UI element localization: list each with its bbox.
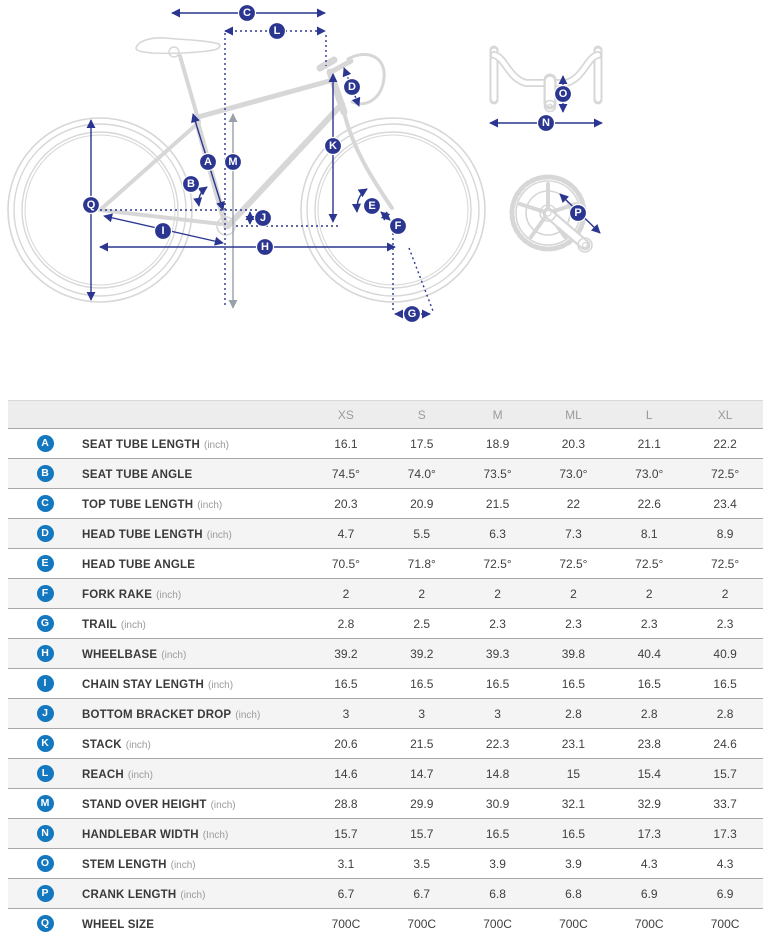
- diagram-label-c: [239, 5, 256, 22]
- saddle: [136, 38, 220, 57]
- row-label: TOP TUBE LENGTH: [82, 498, 194, 511]
- row-label-cell: [82, 585, 308, 603]
- bike-outline: [8, 38, 485, 302]
- row-badge-cell: [8, 705, 82, 722]
- value-cell: 2.3: [716, 616, 734, 631]
- value-cell: 16.5: [485, 676, 510, 691]
- value-cell: 72.5°: [483, 556, 512, 571]
- value-cell: 74.0°: [407, 466, 436, 481]
- table-row: [8, 608, 763, 638]
- row-label: STEM LENGTH: [82, 858, 167, 871]
- row-label: WHEELBASE: [82, 648, 158, 661]
- value-cell: 700C: [559, 916, 588, 931]
- value-cell: 4.3: [640, 856, 658, 871]
- diagram-label-j: [255, 210, 272, 227]
- value-cell: 32.1: [561, 796, 586, 811]
- value-cell: 20.9: [410, 496, 434, 511]
- row-unit: (inch): [206, 529, 232, 541]
- row-badge-cell: [8, 675, 82, 692]
- value-cell: 3.9: [489, 856, 506, 871]
- row-label: HEAD TUBE LENGTH: [82, 528, 203, 541]
- geometry-table-body: [8, 428, 763, 938]
- value-cell: 2.3: [565, 616, 582, 631]
- value-cell: 32.9: [637, 796, 661, 811]
- value-cell: 30.9: [485, 796, 510, 811]
- table-row: [8, 428, 763, 458]
- row-unit: (inch): [120, 619, 146, 631]
- row-label: CHAIN STAY LENGTH: [82, 678, 205, 691]
- svg-text:C: C: [243, 7, 251, 19]
- diagram-label-i: [155, 223, 172, 240]
- diagram-label-q: [83, 197, 100, 214]
- row-label-cell: [82, 465, 308, 483]
- bike-geometry-diagram: [0, 0, 769, 396]
- value-cell: 3.9: [565, 856, 582, 871]
- row-letter-badge: M: [37, 795, 54, 812]
- value-cell: 3.5: [413, 856, 431, 871]
- value-cell: 6.9: [640, 886, 658, 901]
- row-unit: (inch): [208, 679, 234, 691]
- row-label-cell: [82, 855, 308, 873]
- value-cell: 20.3: [561, 436, 586, 451]
- value-cell: 2: [570, 586, 577, 601]
- row-letter-badge: D: [37, 525, 54, 542]
- value-cell: 5.5: [413, 526, 431, 541]
- row-letter-badge: Q: [37, 915, 54, 932]
- row-unit: (Inch): [202, 829, 229, 841]
- row-label: SEAT TUBE LENGTH: [82, 438, 200, 451]
- size-header-row: [8, 400, 763, 428]
- table-row: [8, 848, 763, 878]
- diagram-label-g: [404, 306, 421, 323]
- value-cell: 16.5: [485, 826, 510, 841]
- value-cell: 40.4: [637, 646, 661, 661]
- value-cell: 700C: [331, 916, 361, 931]
- value-cell: 4.3: [716, 856, 734, 871]
- svg-text:J: J: [259, 212, 267, 224]
- value-cell: 2.5: [413, 616, 431, 631]
- row-letter-badge: I: [37, 675, 54, 692]
- row-letter-badge: G: [37, 615, 54, 632]
- row-label: STAND OVER HEIGHT: [82, 798, 207, 811]
- value-cell: 40.9: [713, 646, 737, 661]
- value-cell: 15.7: [334, 826, 358, 841]
- value-cell: 39.8: [561, 646, 586, 661]
- value-cell: 14.7: [410, 766, 434, 781]
- svg-text:E: E: [368, 200, 376, 212]
- value-cell: 3: [342, 706, 350, 721]
- svg-text:P: P: [574, 207, 582, 219]
- svg-text:D: D: [348, 81, 356, 93]
- row-letter-badge: N: [37, 825, 54, 842]
- value-cell: 23.1: [561, 736, 586, 751]
- value-cell: 2: [721, 586, 729, 601]
- dim-fork-rake-f: [381, 212, 390, 220]
- table-row: [8, 458, 763, 488]
- row-badge-cell: [8, 885, 82, 902]
- row-letter-badge: H: [37, 645, 54, 662]
- value-cell: 3: [418, 706, 426, 721]
- value-cell: 22.2: [713, 436, 737, 451]
- svg-text:G: G: [407, 308, 417, 320]
- value-cell: 700C: [483, 916, 512, 931]
- value-cell: 3.1: [337, 856, 355, 871]
- value-cell: 2: [342, 586, 350, 601]
- row-badge-cell: [8, 795, 82, 812]
- value-cell: 71.8°: [407, 556, 436, 571]
- value-cell: 17.3: [713, 826, 737, 841]
- svg-text:B: B: [187, 178, 195, 190]
- diagram-label-h: [257, 239, 274, 256]
- row-label: HANDLEBAR WIDTH: [82, 828, 199, 841]
- row-label-cell: [82, 795, 308, 813]
- value-cell: 21.5: [410, 736, 434, 751]
- row-unit: (inch): [197, 499, 223, 511]
- row-badge-cell: [8, 915, 82, 932]
- value-cell: 39.3: [485, 646, 510, 661]
- row-unit: (inch): [127, 769, 153, 781]
- value-cell: 23.4: [713, 496, 737, 511]
- value-cell: 23.8: [637, 736, 661, 751]
- handlebar-front-view: [490, 50, 602, 123]
- dim-seat-angle-b: [199, 187, 207, 206]
- value-cell: 21.5: [485, 496, 510, 511]
- size-column-header: M: [492, 407, 503, 422]
- row-badge-cell: [8, 735, 82, 752]
- row-letter-badge: O: [37, 855, 54, 872]
- value-cell: 14.8: [485, 766, 510, 781]
- row-label-cell: [82, 555, 308, 573]
- diagram-label-m: [225, 154, 242, 171]
- diagram-label-d: [344, 79, 361, 96]
- row-label-cell: [82, 765, 308, 783]
- row-label-cell: [82, 735, 308, 753]
- row-label-cell: [82, 435, 308, 453]
- value-cell: 22.3: [485, 736, 510, 751]
- svg-text:K: K: [329, 140, 337, 152]
- row-label: BOTTOM BRACKET DROP: [82, 708, 232, 721]
- value-cell: 700C: [710, 916, 740, 931]
- row-unit: (inch): [204, 439, 230, 451]
- row-label: HEAD TUBE ANGLE: [82, 558, 196, 571]
- svg-text:N: N: [542, 117, 550, 129]
- svg-text:Q: Q: [86, 199, 96, 211]
- table-row: [8, 668, 763, 698]
- value-cell: 21.1: [637, 436, 661, 451]
- row-badge-cell: [8, 495, 82, 512]
- row-label-cell: [82, 675, 308, 693]
- row-letter-badge: F: [37, 585, 54, 602]
- size-column-header: S: [417, 407, 426, 422]
- value-cell: 2: [645, 586, 653, 601]
- value-cell: 73.0°: [559, 466, 588, 481]
- value-cell: 15: [566, 766, 581, 781]
- value-cell: 2: [418, 586, 426, 601]
- value-cell: 6.7: [413, 886, 431, 901]
- value-cell: 16.1: [334, 436, 358, 451]
- value-cell: 74.5°: [331, 466, 360, 481]
- row-unit: (inch): [235, 709, 261, 721]
- row-label: REACH: [82, 768, 124, 781]
- geometry-table: [8, 400, 763, 938]
- table-row: [8, 758, 763, 788]
- value-cell: 700C: [407, 916, 437, 931]
- row-unit: (inch): [125, 739, 151, 751]
- value-cell: 2.8: [337, 616, 355, 631]
- table-row: [8, 548, 763, 578]
- value-cell: 16.5: [561, 676, 586, 691]
- row-label-cell: [82, 825, 308, 843]
- value-cell: 2.8: [565, 706, 582, 721]
- value-cell: 72.5°: [711, 556, 740, 571]
- row-letter-badge: J: [37, 705, 54, 722]
- row-label-cell: [82, 705, 308, 723]
- diagram-label-e: [364, 198, 381, 215]
- row-unit: (inch): [161, 649, 187, 661]
- row-letter-badge: P: [37, 885, 54, 902]
- value-cell: 16.5: [561, 826, 586, 841]
- row-label-cell: [82, 645, 308, 663]
- value-cell: 2.3: [489, 616, 506, 631]
- row-letter-badge: B: [37, 465, 54, 482]
- value-cell: 2.3: [640, 616, 658, 631]
- row-badge-cell: [8, 645, 82, 662]
- value-cell: 73.0°: [635, 466, 664, 481]
- size-column-header: XS: [337, 407, 354, 422]
- value-cell: 7.3: [565, 526, 582, 541]
- value-cell: 28.8: [334, 796, 358, 811]
- row-badge-cell: [8, 855, 82, 872]
- value-cell: 8.1: [640, 526, 658, 541]
- value-cell: 18.9: [485, 436, 510, 451]
- diagram-label-l: [269, 23, 286, 40]
- value-cell: 22: [566, 496, 581, 511]
- diagram-label-p: [570, 205, 587, 222]
- table-row: [8, 578, 763, 608]
- svg-text:F: F: [394, 220, 402, 232]
- svg-text:A: A: [204, 156, 212, 168]
- row-label: STACK: [82, 738, 122, 751]
- size-column-header: L: [645, 407, 653, 422]
- value-cell: 2.8: [716, 706, 734, 721]
- value-cell: 6.8: [565, 886, 582, 901]
- row-letter-badge: K: [37, 735, 54, 752]
- row-label: FORK RAKE: [82, 588, 153, 601]
- value-cell: 33.7: [713, 796, 737, 811]
- size-column-header: XL: [717, 407, 733, 422]
- value-cell: 15.7: [713, 766, 737, 781]
- row-label: SEAT TUBE ANGLE: [82, 468, 193, 481]
- value-cell: 3: [494, 706, 501, 721]
- svg-text:M: M: [228, 156, 238, 168]
- row-label-cell: [82, 525, 308, 543]
- value-cell: 14.6: [334, 766, 358, 781]
- value-cell: 29.9: [410, 796, 434, 811]
- row-badge-cell: [8, 435, 82, 452]
- diagram-label-f: [390, 218, 407, 235]
- table-row: [8, 728, 763, 758]
- value-cell: 16.5: [637, 676, 661, 691]
- row-label: TRAIL: [82, 618, 117, 631]
- value-cell: 2.8: [640, 706, 658, 721]
- value-cell: 15.7: [410, 826, 434, 841]
- diagram-label-n: [538, 115, 555, 132]
- table-row: [8, 788, 763, 818]
- value-cell: 15.4: [637, 766, 661, 781]
- row-badge-cell: [8, 555, 82, 572]
- row-label-cell: [82, 915, 308, 933]
- value-cell: 6.8: [489, 886, 506, 901]
- value-cell: 16.5: [334, 676, 358, 691]
- value-cell: 22.6: [637, 496, 661, 511]
- value-cell: 16.5: [713, 676, 737, 691]
- row-letter-badge: C: [37, 495, 54, 512]
- svg-text:H: H: [261, 241, 269, 253]
- value-cell: 17.3: [637, 826, 661, 841]
- row-badge-cell: [8, 615, 82, 632]
- value-cell: 8.9: [716, 526, 734, 541]
- dimension-lines: [91, 13, 433, 314]
- value-cell: 2: [494, 586, 501, 601]
- value-cell: 72.5°: [711, 466, 740, 481]
- row-letter-badge: L: [37, 765, 54, 782]
- value-cell: 20.3: [334, 496, 358, 511]
- value-cell: 6.9: [716, 886, 734, 901]
- row-unit: (inch): [180, 889, 206, 901]
- value-cell: 4.7: [337, 526, 355, 541]
- value-cell: 39.2: [410, 646, 434, 661]
- row-letter-badge: A: [37, 435, 54, 452]
- diagram-label-k: [325, 138, 342, 155]
- value-cell: 24.6: [713, 736, 737, 751]
- row-badge-cell: [8, 765, 82, 782]
- value-cell: 6.3: [489, 526, 506, 541]
- diagram-label-o: [555, 86, 572, 103]
- row-badge-cell: [8, 825, 82, 842]
- svg-text:L: L: [273, 25, 281, 37]
- svg-text:O: O: [558, 88, 568, 100]
- table-row: [8, 818, 763, 848]
- row-badge-cell: [8, 585, 82, 602]
- value-cell: 16.5: [410, 676, 434, 691]
- table-row: [8, 638, 763, 668]
- row-unit: (inch): [170, 859, 196, 871]
- value-cell: 700C: [634, 916, 664, 931]
- table-row: [8, 488, 763, 518]
- size-column-header: ML: [565, 407, 582, 422]
- row-badge-cell: [8, 465, 82, 482]
- diagram-label-a: [200, 154, 217, 171]
- table-row: [8, 878, 763, 908]
- value-cell: 6.7: [337, 886, 355, 901]
- value-cell: 72.5°: [635, 556, 664, 571]
- table-row: [8, 908, 763, 938]
- svg-text:I: I: [161, 225, 165, 237]
- row-label-cell: [82, 885, 308, 903]
- row-badge-cell: [8, 525, 82, 542]
- value-cell: 73.5°: [483, 466, 512, 481]
- row-label: WHEEL SIZE: [82, 918, 155, 931]
- table-row: [8, 518, 763, 548]
- diagram-label-b: [183, 176, 200, 193]
- value-cell: 20.6: [334, 736, 358, 751]
- value-cell: 17.5: [410, 436, 434, 451]
- value-cell: 72.5°: [559, 556, 588, 571]
- row-label: CRANK LENGTH: [82, 888, 177, 901]
- value-cell: 70.5°: [331, 556, 360, 571]
- row-label-cell: [82, 615, 308, 633]
- row-letter-badge: E: [37, 555, 54, 572]
- row-label-cell: [82, 495, 308, 513]
- row-unit: (inch): [156, 589, 182, 601]
- row-unit: (inch): [210, 799, 236, 811]
- table-row: [8, 698, 763, 728]
- value-cell: 39.2: [334, 646, 358, 661]
